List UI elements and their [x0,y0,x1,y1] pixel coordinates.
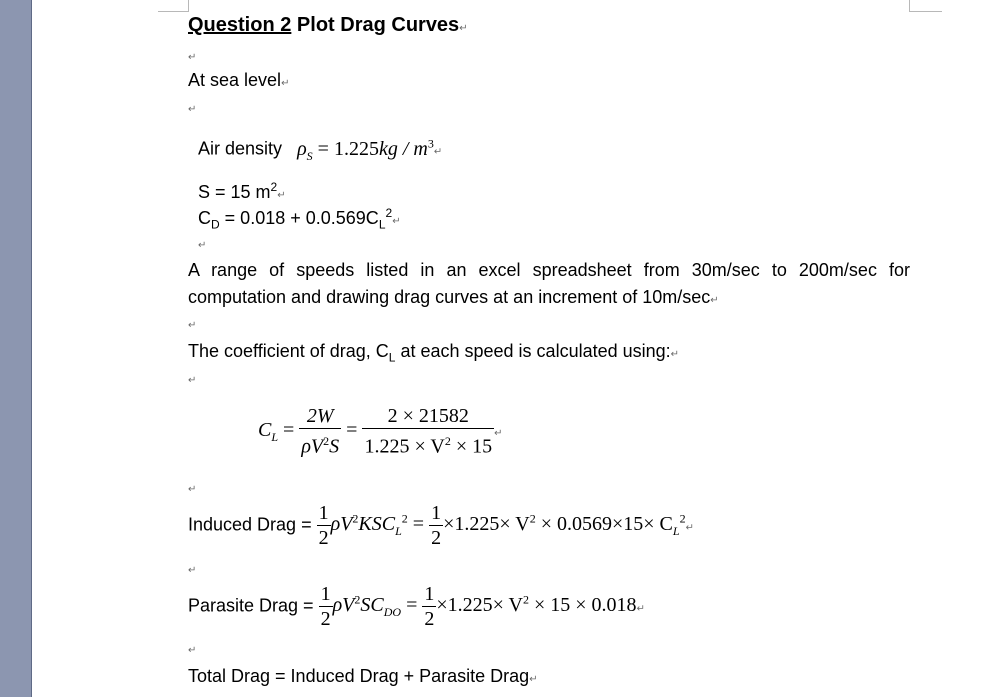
cl-intro-rest: at each speed is calculated using: [395,341,671,361]
speed-range-paragraph [188,257,910,314]
half-denominator: 2 [318,527,329,549]
induced-expr-cl-exponent: 2 [401,511,408,526]
cl-denominator-symbolic-b: S [329,435,340,458]
half-numerator: 1 [431,502,442,524]
paragraph-mark: ↵ [188,375,197,386]
paragraph-mark: ↵ [459,23,468,34]
parasite-expr-subscript: DO [383,605,402,620]
paragraph-mark: ↵ [685,522,694,534]
crop-mark-top-right [909,0,942,12]
half-numerator: 1 [318,502,329,524]
cl-numerator-symbolic: 2W [306,405,334,427]
cl-intro-text: The coefficient of drag, C [188,341,389,361]
cd-expression: = 0.018 + 0.0.569C [219,208,379,228]
paragraph-mark: ↵ [636,603,645,615]
parasite-expr-sc: SC [360,594,384,617]
total-drag-line [188,666,538,687]
parasite-numeric-a: ×1.225× V [436,594,523,617]
paragraph-mark: ↵ [392,216,401,227]
cl-denominator-symbolic-a: ρV [301,435,324,458]
paragraph-mark: ↵ [670,349,680,360]
parasite-expr-rho-v: ρV [332,594,355,617]
air-density-line [198,136,442,164]
half-numerator: 1 [320,583,331,605]
parasite-expr-exponent: 2 [354,592,361,607]
cl-lhs: C [258,419,272,442]
density-unit: kg / m [378,137,428,160]
parasite-drag-line: Parasite Drag = $\frac{1}{2}$ $\rho V^2SC_{DO}$ = $\frac{1}{2}$ $\times 1.225\times V^2 \times 15$ × 0.018↵ [188,583,645,630]
parasite-half-fraction-2 [422,582,436,631]
area-line [198,180,286,203]
area-text: S = 15 m [198,182,271,202]
paragraph-mark: ↵ [188,104,197,115]
density-unit-exponent: 3 [427,136,434,150]
cd-symbol: C [198,208,211,228]
area-exponent: 2 [270,180,278,194]
paragraph-mark: ↵ [188,645,197,656]
induced-half-fraction-1 [317,501,331,550]
total-drag-text: Total Drag = Induced Drag + Parasite Drag [188,666,530,686]
parasite-drag-label: Parasite Drag = [188,595,319,616]
induced-expr-exponent: 2 [352,511,359,526]
paragraph-mark: ↵ [433,146,443,158]
paragraph-mark: ↵ [710,295,719,306]
cl-fraction-symbolic [299,404,341,459]
induced-numeric-a: ×1.225× V [443,513,530,536]
cd-line [198,206,401,232]
cl-fraction-numeric [362,404,494,459]
cd-subscript: D [211,217,220,232]
paragraph-mark: ↵ [281,78,290,89]
rho-symbol: ρ [297,137,307,160]
induced-drag-label: Induced Drag = [188,514,317,535]
rho-subscript: S [306,148,313,163]
induced-expr-rho-v: ρV [330,513,353,536]
paragraph-mark: ↵ [188,565,197,576]
cl-subscript: L [378,217,386,232]
induced-numeric-subscript: L [672,524,680,539]
half-denominator: 2 [431,527,442,549]
paragraph-mark: ↵ [188,52,197,63]
induced-expr-subscript: L [395,524,402,539]
cl-denominator-numeric-a: 1.225 × V [364,435,445,458]
air-density-formula [297,136,434,163]
crop-mark-top-left [158,0,189,12]
question-title [188,14,468,37]
cl-numerator-numeric: 2 × 21582 [362,404,494,429]
cl-intro-line [188,341,679,365]
cl-formula: $C_L$ = $\frac{2W}{\rho V^2S}$ = $\frac{2 \times 21582}{1.225 \times V^2 \times 15}$ ↵ [258,405,503,458]
half-denominator: 2 [320,608,331,630]
sea-level-text [188,70,289,91]
parasite-numeric-b: × 15 × 0.018 [529,594,637,617]
air-density-label: Air density [198,138,283,159]
cl-intro-subscript: L [388,350,396,365]
induced-half-fraction-2 [429,501,443,550]
induced-numeric-b: × 0.0569×15× C [535,513,673,536]
sea-level-label: At sea level [188,70,282,90]
paragraph-mark: ↵ [198,240,207,251]
title-rest: Plot Drag Curves [291,14,460,36]
paragraph-mark: ↵ [494,428,503,440]
paragraph-mark: ↵ [277,190,286,201]
parasite-half-fraction-1 [319,582,333,631]
speed-range-text: A range of speeds listed in an excel spreadsheet from 30m/sec to 200m/sec for computation and drawing drag curves at an increment of 10m/sec [188,260,910,307]
induced-numeric-exponent: 2 [529,511,536,526]
paragraph-mark: ↵ [188,320,197,331]
paragraph-mark: ↵ [188,484,197,495]
half-denominator: 2 [424,608,435,630]
cl-denominator-numeric-exponent: 2 [444,434,451,448]
cl-lhs-subscript: L [271,430,279,445]
left-margin-bar [0,0,32,697]
title-underlined: Question 2 [188,14,292,36]
cl-exponent: 2 [385,206,393,220]
induced-expr-ksc: KSC [358,513,396,536]
induced-numeric-cl-exponent: 2 [679,511,686,526]
cl-denominator-numeric-b: × 15 [450,435,493,458]
half-numerator: 1 [424,583,435,605]
induced-drag-line: Induced Drag = $\frac{1}{2}$ $\rho V^2KSC_L^2$ = $\frac{1}{2}$ $\times 1.225\times V^2 \times 0.0569\times 15\times$ $C_L^2↵$ [188,502,694,549]
parasite-numeric-exponent: 2 [523,592,529,607]
paragraph-mark: ↵ [529,674,538,685]
cl-denominator-symbolic-exponent: 2 [323,434,330,448]
density-value: = 1.225 [312,137,379,160]
